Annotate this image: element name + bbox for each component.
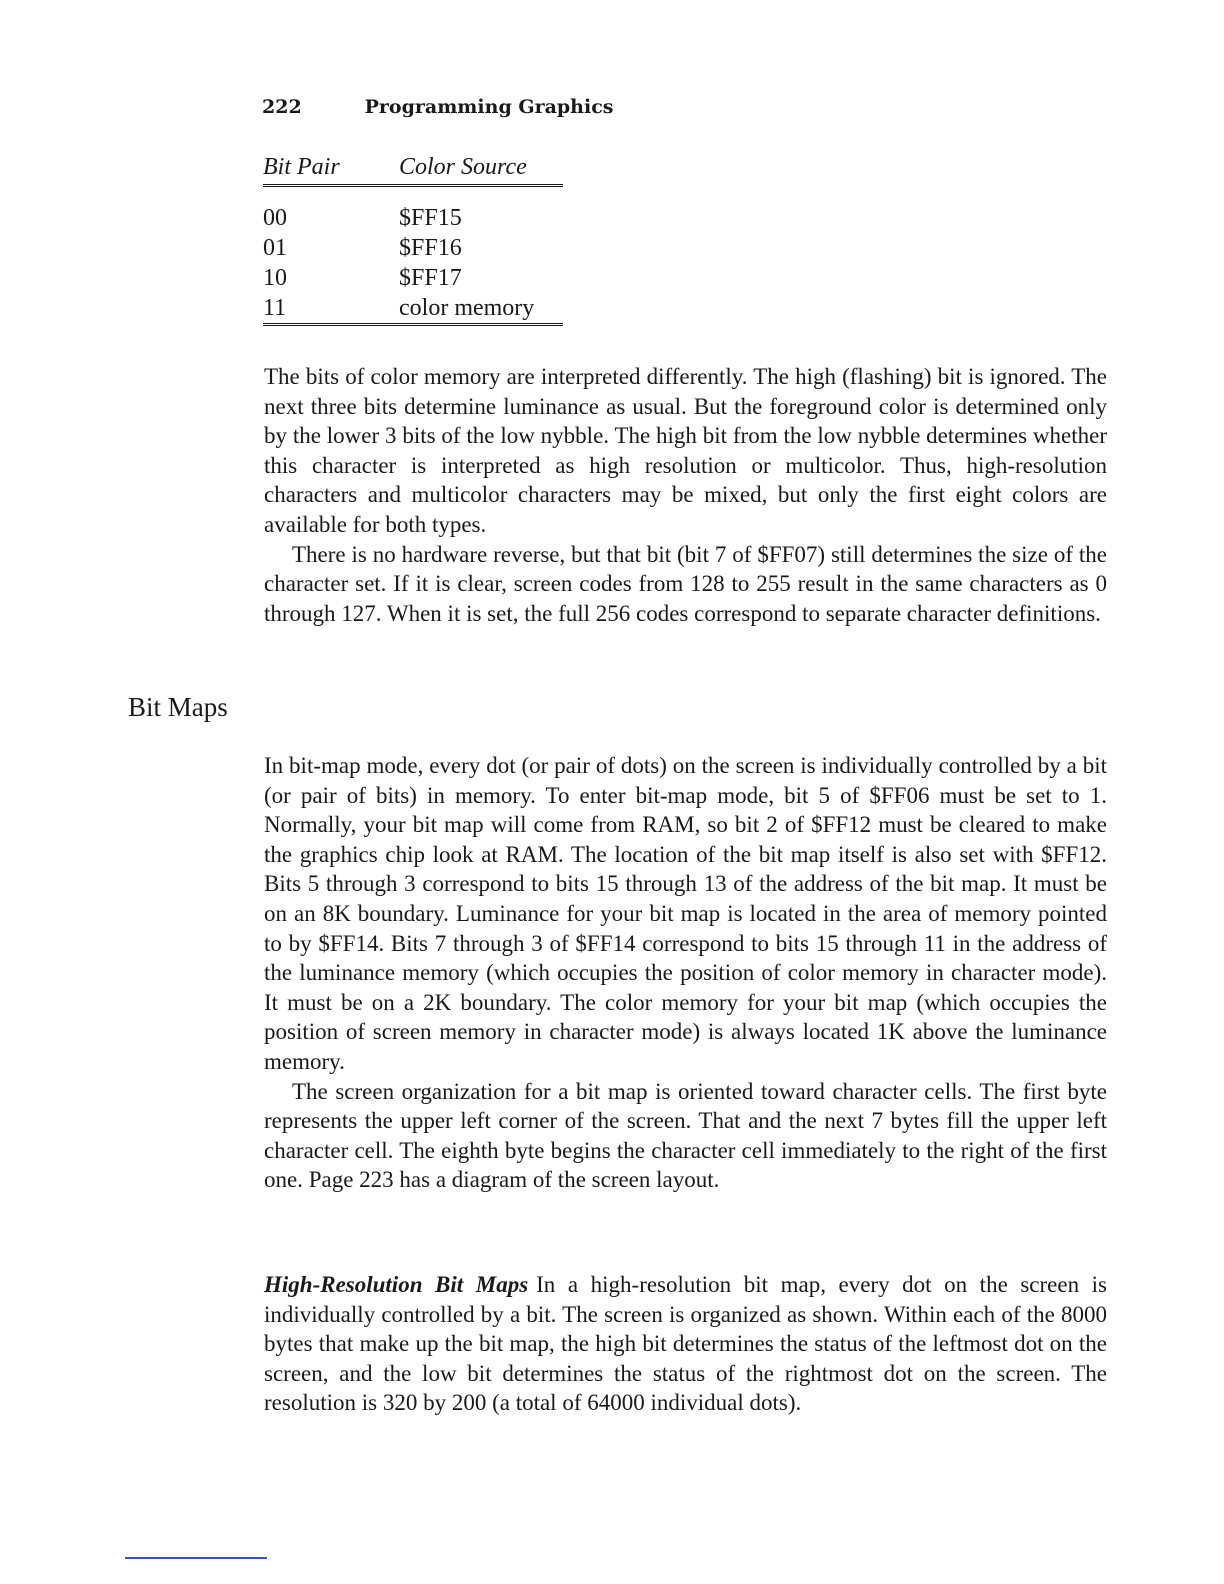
table-cell: 11: [263, 295, 287, 321]
page-number: 222: [262, 96, 302, 118]
table-row: [263, 233, 563, 263]
table-row: [263, 203, 563, 233]
table-header-row: [263, 152, 563, 187]
section-heading: Bit Maps: [128, 692, 228, 722]
table-cell: $FF17: [399, 265, 462, 291]
table-row: [263, 263, 563, 293]
paragraph: [264, 1270, 1107, 1418]
bit-maps-text: [264, 751, 1107, 1195]
column-header: Bit Pair: [263, 154, 340, 180]
column-header: Color Source: [399, 154, 527, 180]
running-title: Programming Graphics: [364, 96, 614, 118]
running-header: [262, 96, 613, 118]
paragraph: In bit-map mode, every dot (or pair of dots) on the screen is individually controlled by a bit (or pair of bits) in memory. To enter bit-map mode, bit 5 of $FF06 must be set to 1. Normally, your bit map will come from RAM, so bit 2 of $FF12 must be cleared to make the graphics chip look at RAM. The location of the bit map itself is also set with $FF12. Bits 5 through 3 correspond to bits 15 through 13 of the address of the bit map. It must be on an 8K boundary. Luminance for your bit map is located in the area of memory pointed to by $FF14. Bits 7 through 3 of $FF14 correspond to bits 15 through 11 in the address of the luminance memory (which occupies the position of color memory in character mode). It must be on a 2K boundary. The color memory for your bit map (which occupies the position of screen memory in character mode) is always located 1K above the luminance memory.: [264, 753, 1107, 1074]
bit-pair-table: [263, 152, 563, 326]
run-in-heading: High-Resolution Bit Maps: [264, 1272, 529, 1297]
paragraph: The bits of color memory are interpreted differently. The high (flashing) bit is ignored. The next three bits determine luminance as usual. But the foreground color is determined only by the lower 3 bits of the low nybble. The high bit from the low nybble determines whether this character is interpreted as high resolution or multicolor. Thus, high-resolution characters and multicolor characters may be mixed, but only the first eight colors are available for both types.: [264, 364, 1107, 537]
table-body: [263, 203, 563, 326]
table-cell: color memory: [399, 295, 535, 321]
table-cell: $FF16: [399, 235, 462, 261]
table-cell: 00: [263, 205, 287, 231]
table-cell: $FF15: [399, 205, 462, 231]
high-resolution-text: [264, 1270, 1107, 1418]
color-memory-text: [264, 362, 1107, 628]
table-cell: 10: [263, 265, 287, 291]
paragraph: The screen organization for a bit map is oriented toward character cells. The first byte represents the upper left corner of the screen. That and the next 7 bytes fill the upper left character cell. The eighth byte begins the character cell immediately to the right of the first one. Page 223 has a diagram of the screen layout.: [264, 1078, 1107, 1193]
paragraph-body: In a high-resolution bit map, every dot on the screen is individually controlled by a bit. The screen is organized as shown. Within each of the 8000 bytes that make up the bit map, the high bit determines the status of the leftmost dot on the screen, and the low bit determines the status of the rightmost dot on the screen. The resolution is 320 by 200 (a total of 64000 individual dots).: [264, 1272, 1107, 1416]
footer-rule: [125, 1557, 267, 1559]
table-cell: 01: [263, 235, 287, 261]
paragraph: There is no hardware reverse, but that bit (bit 7 of $FF07) still determines the size of the character set. If it is clear, screen codes from 128 to 255 result in the same characters as 0 through 127. When it is set, the full 256 codes correspond to separate character definitions.: [264, 541, 1107, 626]
table-row: [263, 293, 563, 323]
